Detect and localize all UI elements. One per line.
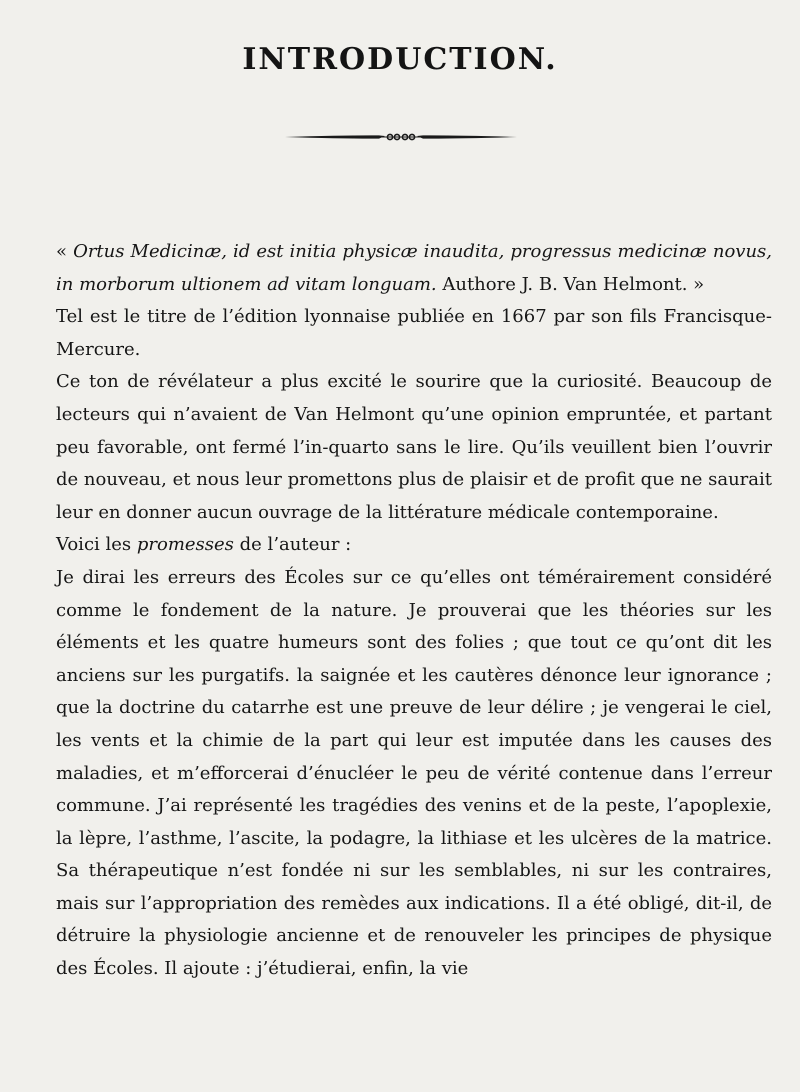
- page-title: INTRODUCTION.: [242, 42, 558, 78]
- paragraph: [56, 301, 772, 366]
- text-run: «: [56, 241, 74, 262]
- italic-text: Ortus Medicinæ, id est initia physicæ inaudita, progressus medicinæ novus, in morborum ultionem ad vitam longuam.: [56, 241, 772, 295]
- paragraph: [56, 529, 772, 562]
- text-run: Authore J. B. Van Helmont. »: [436, 273, 705, 295]
- paragraph: [56, 562, 772, 986]
- italic-text: promesses: [136, 534, 234, 556]
- body-text: [56, 236, 772, 986]
- text-run: Tel est le titre de l’édition lyonnaise publiée en 1667 par son fils Francisque-Mercure.: [56, 306, 772, 360]
- text-run: de l’auteur :: [233, 534, 352, 556]
- ornamental-rule-icon: [283, 128, 519, 146]
- text-run: Ce ton de révélateur a plus excité le sourire que la curiosité. Beaucoup de lecteurs qui n’avaient de Van Helmont qu’une opinion empruntée, et partant peu favorable, ont fermé l’in-quarto sans le lire. Qu’ils veuillent bien l’ouvrir de nouveau, et nous leur promettons plus de plaisir et de profit que ne saurait leur en donner aucun ouvrage de la littérature médicale contemporaine.: [56, 371, 772, 523]
- text-run: Voici les: [56, 534, 137, 556]
- text-run: Je dirai les erreurs des Écoles sur ce qu’elles ont témérairement considéré comme le fondement de la nature. Je prouverai que les théories sur les éléments et les quatre humeurs sont des folies ; que tout ce qu’ont dit les anciens sur les purgatifs. la saignée et les cautères dénonce leur ignorance ; que la doctrine du catarrhe est une preuve de leur délire ; je vengerai le ciel, les vents et la chimie de la part qui leur est imputée dans les causes des maladies, et m’efforcerai d’énucléer le peu de vérité contenue dans l’erreur commune. J’ai représenté les tragédies des venins et de la peste, l’apoplexie, la lèpre, l’asthme, l’ascite, la podagre, la lithiase et les ulcères de la matrice. Sa thérapeutique n’est fondée ni sur les semblables, ni sur les contraires, mais sur l’appropriation des remèdes aux indications. Il a été obligé, dit-il, de détruire la physiologie ancienne et de renouveler les principes de physique des Écoles. Il ajoute : j’étudierai, enfin, la vie: [56, 566, 772, 980]
- paragraph: [56, 236, 772, 301]
- paragraph: [56, 366, 772, 529]
